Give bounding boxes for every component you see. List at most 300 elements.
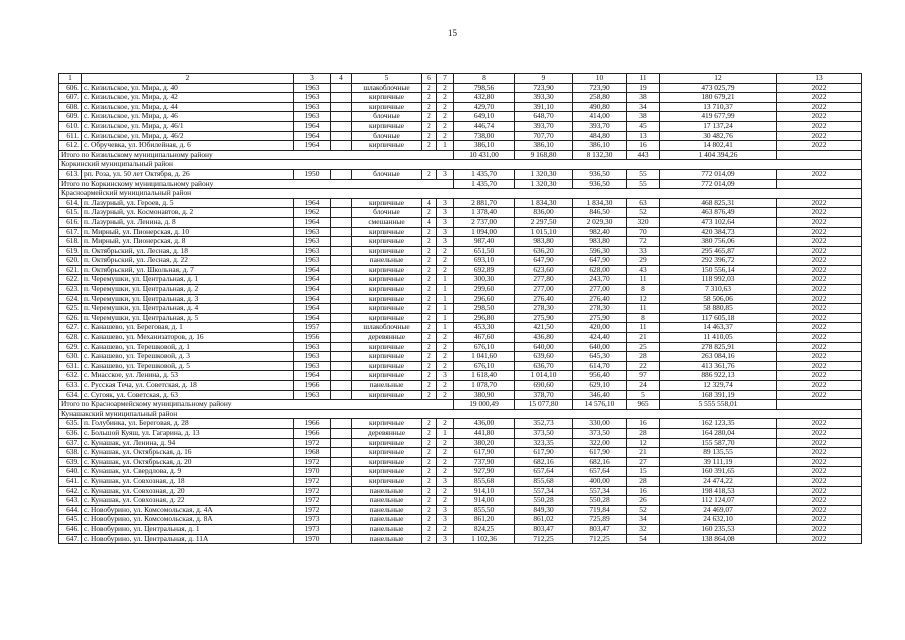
table-cell: 2	[437, 381, 454, 391]
table-cell: 296,60	[454, 294, 515, 304]
table-row	[59, 208, 862, 218]
housing-table	[58, 73, 862, 544]
table-cell: деревянные	[352, 333, 422, 343]
table-cell: 2022	[777, 505, 862, 515]
subtotal-cell: 10 431,00	[454, 150, 515, 160]
table-cell: панельные	[352, 515, 422, 525]
table-cell: 617.	[59, 227, 82, 237]
table-cell	[331, 381, 352, 391]
table-cell	[331, 246, 352, 256]
table-cell: 2022	[777, 141, 862, 151]
table-cell: 2	[422, 361, 437, 371]
table-cell: 322,00	[573, 438, 627, 448]
table-cell: 2	[437, 265, 454, 275]
column-number-cell: 10	[573, 74, 627, 84]
table-cell: 299,60	[454, 285, 515, 295]
table-cell: 855,68	[515, 476, 573, 486]
table-cell: 642.	[59, 486, 82, 496]
table-cell	[331, 131, 352, 141]
table-cell: 2	[422, 131, 437, 141]
table-cell: 1	[437, 323, 454, 333]
table-cell: 1 078,70	[454, 381, 515, 391]
table-cell: 2	[422, 448, 437, 458]
table-cell: 393,70	[573, 121, 627, 131]
table-cell: 2	[422, 476, 437, 486]
table-cell: кирпичные	[352, 371, 422, 381]
table-cell: 643.	[59, 496, 82, 506]
subtotal-cell	[777, 150, 862, 160]
table-row	[59, 304, 862, 314]
table-cell: 441,80	[454, 428, 515, 438]
table-cell: 2	[422, 141, 437, 151]
table-cell: 612.	[59, 141, 82, 151]
table-cell: 296,80	[454, 313, 515, 323]
table-cell: 2	[437, 524, 454, 534]
table-cell: 1972	[294, 457, 331, 467]
table-row	[59, 313, 862, 323]
table-cell: 1963	[294, 342, 331, 352]
table-cell: 2	[437, 457, 454, 467]
subtotal-cell: 15 077,80	[515, 400, 573, 410]
table-cell: 391,10	[515, 102, 573, 112]
table-cell: 1966	[294, 428, 331, 438]
table-cell: 63	[627, 198, 660, 208]
table-cell: 55	[627, 169, 660, 179]
subtotal-label: Итого по Кизильскому муниципальному району	[59, 150, 454, 160]
table-cell: с. Канашево, ул. Терешковой, д. 1	[82, 342, 294, 352]
table-cell: 2	[422, 467, 437, 477]
table-cell: 26	[627, 496, 660, 506]
table-cell: 28	[627, 352, 660, 362]
table-cell: 164 280,04	[660, 428, 777, 438]
table-cell: 2 029,30	[573, 217, 627, 227]
table-cell	[331, 476, 352, 486]
table-cell: 632.	[59, 371, 82, 381]
table-cell: 1968	[294, 448, 331, 458]
table-cell: 490,80	[573, 102, 627, 112]
table-cell: 2022	[777, 486, 862, 496]
table-cell: 30 482,76	[660, 131, 777, 141]
table-row	[59, 457, 862, 467]
table-cell: с. Кунашак, ул. Совхозная, д. 20	[82, 486, 294, 496]
table-cell: 719,84	[573, 505, 627, 515]
table-cell	[331, 419, 352, 429]
table-cell: 2022	[777, 361, 862, 371]
table-cell: 70	[627, 227, 660, 237]
table-cell: 630.	[59, 352, 82, 362]
table-cell	[331, 227, 352, 237]
table-cell: кирпичные	[352, 390, 422, 400]
column-number-cell: 6	[422, 74, 437, 84]
table-cell: 467,60	[454, 333, 515, 343]
table-row	[59, 246, 862, 256]
table-cell: 617,90	[454, 448, 515, 458]
table-cell: кирпичные	[352, 285, 422, 295]
table-cell: 607.	[59, 93, 82, 103]
table-cell	[331, 361, 352, 371]
table-cell: панельные	[352, 524, 422, 534]
table-cell: 2	[437, 448, 454, 458]
table-row	[59, 381, 862, 391]
table-cell: 34	[627, 102, 660, 112]
table-row	[59, 102, 862, 112]
table-cell: 300,30	[454, 275, 515, 285]
table-cell: 2	[422, 246, 437, 256]
table-row	[59, 419, 862, 429]
table-cell: 1964	[294, 217, 331, 227]
table-cell: 352,73	[515, 419, 573, 429]
table-cell: с. Новобурино, ул. Центральная, д. 1	[82, 524, 294, 534]
table-cell: 2	[422, 275, 437, 285]
table-row	[59, 486, 862, 496]
table-cell: 1963	[294, 83, 331, 93]
subtotal-row	[59, 179, 862, 189]
table-cell: 648,70	[515, 112, 573, 122]
table-cell: 1	[437, 285, 454, 295]
table-cell: кирпичные	[352, 467, 422, 477]
table-cell: 861,02	[515, 515, 573, 525]
table-cell: кирпичные	[352, 342, 422, 352]
table-cell: 1950	[294, 169, 331, 179]
table-cell: 72	[627, 237, 660, 247]
table-cell: 983,80	[515, 237, 573, 247]
table-cell: 639,60	[515, 352, 573, 362]
table-cell: кирпичные	[352, 476, 422, 486]
table-cell: 550,28	[515, 496, 573, 506]
table-cell: 1972	[294, 486, 331, 496]
table-cell: 982,40	[573, 227, 627, 237]
table-cell: 676,10	[454, 342, 515, 352]
table-cell: 2	[437, 419, 454, 429]
table-cell: 2	[422, 227, 437, 237]
table-cell: 12 329,74	[660, 381, 777, 391]
table-cell: 609.	[59, 112, 82, 122]
table-cell: 983,80	[573, 237, 627, 247]
table-cell	[331, 121, 352, 131]
table-cell: 1963	[294, 352, 331, 362]
subtotal-cell: 936,50	[573, 179, 627, 189]
table-cell: 34	[627, 515, 660, 525]
table-cell: 2022	[777, 294, 862, 304]
table-cell: 855,68	[454, 476, 515, 486]
table-cell: с. Кунашак, ул. Ленина, д. 94	[82, 438, 294, 448]
column-number-cell: 5	[352, 74, 422, 84]
table-cell: п. Мирный, ул. Пионерская, д. 8	[82, 237, 294, 247]
table-cell: 1964	[294, 265, 331, 275]
table-cell	[331, 93, 352, 103]
table-cell: 608.	[59, 102, 82, 112]
table-cell: 1957	[294, 323, 331, 333]
table-cell: 414,00	[573, 112, 627, 122]
table-cell: 617,90	[573, 448, 627, 458]
table-cell: кирпичные	[352, 275, 422, 285]
table-cell: 1970	[294, 534, 331, 544]
table-cell: 1 618,40	[454, 371, 515, 381]
table-cell: 613.	[59, 169, 82, 179]
table-cell: с. Новобурино, ул. Комсомольская, д. 8А	[82, 515, 294, 525]
table-cell: 2	[422, 515, 437, 525]
column-number-cell: 9	[515, 74, 573, 84]
table-cell: 436,00	[454, 419, 515, 429]
table-cell: 657,64	[515, 467, 573, 477]
table-cell: 2	[422, 83, 437, 93]
table-cell: 596,30	[573, 246, 627, 256]
table-cell: 2	[422, 352, 437, 362]
table-cell: 11	[627, 304, 660, 314]
table-cell: панельные	[352, 486, 422, 496]
table-cell: 2	[422, 342, 437, 352]
table-row	[59, 496, 862, 506]
table-cell: 1963	[294, 227, 331, 237]
table-cell: 468 825,31	[660, 198, 777, 208]
table-cell: 2022	[777, 265, 862, 275]
table-cell	[331, 524, 352, 534]
table-cell: 373,50	[573, 428, 627, 438]
table-cell: 8	[627, 313, 660, 323]
table-cell: 861,20	[454, 515, 515, 525]
table-cell: 13 710,37	[660, 102, 777, 112]
table-cell: 824,25	[454, 524, 515, 534]
table-cell: 27	[627, 457, 660, 467]
table-cell: 2022	[777, 112, 862, 122]
table-cell: 12	[627, 438, 660, 448]
table-cell: 150 556,14	[660, 265, 777, 275]
district-header-row	[59, 160, 862, 170]
table-cell: 11	[627, 323, 660, 333]
subtotal-cell: 1 320,30	[515, 179, 573, 189]
table-cell: 550,28	[573, 496, 627, 506]
table-cell	[331, 237, 352, 247]
table-cell: панельные	[352, 496, 422, 506]
table-cell: 278,30	[515, 304, 573, 314]
table-cell: 1970	[294, 467, 331, 477]
district-name: Коркинский муниципальный район	[59, 160, 862, 170]
table-cell: п. Черемушки, ул. Центральная, д. 1	[82, 275, 294, 285]
table-cell	[331, 265, 352, 275]
table-cell: 2	[422, 265, 437, 275]
table-cell: 378,70	[515, 390, 573, 400]
table-row	[59, 121, 862, 131]
table-cell: 17 137,24	[660, 121, 777, 131]
table-cell: 640,00	[573, 342, 627, 352]
table-cell: п. Черемушки, ул. Центральная, д. 2	[82, 285, 294, 295]
table-cell: с. Кизильское, ул. Мира, д. 46/1	[82, 121, 294, 131]
table-cell: 243,70	[573, 275, 627, 285]
table-cell: 2022	[777, 323, 862, 333]
table-cell: 11	[627, 275, 660, 285]
table-cell: 1972	[294, 476, 331, 486]
table-cell: 1964	[294, 131, 331, 141]
table-cell: 1963	[294, 237, 331, 247]
table-cell: 320	[627, 217, 660, 227]
table-cell: 635.	[59, 419, 82, 429]
column-number-cell: 7	[437, 74, 454, 84]
table-row	[59, 131, 862, 141]
table-cell: 2	[422, 428, 437, 438]
table-cell: кирпичные	[352, 246, 422, 256]
table-cell: 160 391,65	[660, 467, 777, 477]
table-cell: 2022	[777, 496, 862, 506]
table-cell: 198 418,53	[660, 486, 777, 496]
table-cell: 849,30	[515, 505, 573, 515]
table-cell: 2	[422, 169, 437, 179]
table-cell: 641.	[59, 476, 82, 486]
table-cell: 614.	[59, 198, 82, 208]
table-cell: 927,90	[454, 467, 515, 477]
table-cell: 707,70	[515, 131, 573, 141]
table-cell: 557,34	[573, 486, 627, 496]
table-cell: 24	[627, 381, 660, 391]
table-cell	[331, 294, 352, 304]
subtotal-cell: 55	[627, 179, 660, 189]
table-cell: 3	[437, 515, 454, 525]
table-cell: 1 834,30	[573, 198, 627, 208]
table-cell: 623.	[59, 285, 82, 295]
table-cell: панельные	[352, 256, 422, 266]
table-cell: 2	[422, 112, 437, 122]
table-cell: 12	[627, 294, 660, 304]
table-cell: кирпичные	[352, 121, 422, 131]
table-cell: 1972	[294, 496, 331, 506]
table-cell: с. Кунашак, ул. Совхозная, д. 22	[82, 496, 294, 506]
table-cell: 2	[437, 438, 454, 448]
table-cell: 29	[627, 256, 660, 266]
table-cell: 644.	[59, 505, 82, 515]
table-cell: кирпичные	[352, 102, 422, 112]
table-cell: 3	[437, 198, 454, 208]
table-cell: 623,60	[515, 265, 573, 275]
table-cell: 1	[437, 428, 454, 438]
table-cell: 420 384,73	[660, 227, 777, 237]
table-cell: кирпичные	[352, 227, 422, 237]
table-cell: 1964	[294, 121, 331, 131]
table-cell: п. Октябрьский, ул. Школьная, д. 7	[82, 265, 294, 275]
table-cell: с. Канашево, ул. Терешковой, д. 5	[82, 361, 294, 371]
table-row	[59, 227, 862, 237]
table-row	[59, 438, 862, 448]
table-cell: 2022	[777, 476, 862, 486]
table-cell: 3	[437, 237, 454, 247]
table-cell: п. Октябрьский, ул. Лесная, д. 18	[82, 246, 294, 256]
table-cell: 712,25	[573, 534, 627, 544]
table-row	[59, 112, 862, 122]
table-cell: 2	[422, 390, 437, 400]
table-cell: 2022	[777, 217, 862, 227]
table-cell: 11 410,05	[660, 333, 777, 343]
table-cell: п. Октябрьский, ул. Лесная, д. 22	[82, 256, 294, 266]
table-cell: с. Канашево, ул. Терешковой, д. 3	[82, 352, 294, 362]
table-cell: 21	[627, 448, 660, 458]
table-cell: 380 756,06	[660, 237, 777, 247]
table-cell: 278,30	[573, 304, 627, 314]
table-cell: 298,50	[454, 304, 515, 314]
table-cell: 2	[437, 496, 454, 506]
table-cell: 803,47	[515, 524, 573, 534]
subtotal-cell: 965	[627, 400, 660, 410]
table-cell: 45	[627, 121, 660, 131]
table-cell: 1963	[294, 361, 331, 371]
table-cell: с. Кунашак, ул. Совхозная, д. 18	[82, 476, 294, 486]
table-cell: 690,60	[515, 381, 573, 391]
table-cell: 647,90	[573, 256, 627, 266]
table-cell: 633.	[59, 381, 82, 391]
table-cell: 676,10	[454, 361, 515, 371]
table-cell: 4	[422, 217, 437, 227]
table-cell: 2	[422, 304, 437, 314]
column-number-cell: 2	[82, 74, 294, 84]
table-cell: 180 679,21	[660, 93, 777, 103]
table-cell: 956,40	[573, 371, 627, 381]
table-cell: 1 378,40	[454, 208, 515, 218]
table-cell: 58 880,85	[660, 304, 777, 314]
subtotal-cell: 19 000,49	[454, 400, 515, 410]
table-cell: блочные	[352, 208, 422, 218]
table-cell: п. Черемушки, ул. Центральная, д. 5	[82, 313, 294, 323]
table-cell: 19	[627, 83, 660, 93]
table-cell	[331, 304, 352, 314]
table-cell: 373,50	[515, 428, 573, 438]
table-cell: 295 465,87	[660, 246, 777, 256]
table-cell: 386,10	[573, 141, 627, 151]
page-number: 15	[448, 28, 457, 38]
table-cell: деревянные	[352, 428, 422, 438]
table-cell	[331, 323, 352, 333]
table-cell: 723,90	[515, 83, 573, 93]
table-cell: 2	[437, 112, 454, 122]
table-cell: кирпичные	[352, 457, 422, 467]
table-cell: 636.	[59, 428, 82, 438]
table-cell: 628.	[59, 333, 82, 343]
table-cell: 1966	[294, 419, 331, 429]
table-cell: с. Кизильское, ул. Мира, д. 46	[82, 112, 294, 122]
table-cell: 1956	[294, 333, 331, 343]
table-cell: 484,80	[573, 131, 627, 141]
table-cell: 54	[627, 534, 660, 544]
table-cell	[331, 169, 352, 179]
table-row	[59, 342, 862, 352]
table-cell: 2022	[777, 237, 862, 247]
table-cell: 2022	[777, 515, 862, 525]
table-cell	[331, 438, 352, 448]
table-cell: 640.	[59, 467, 82, 477]
table-cell: 4	[422, 198, 437, 208]
table-cell: 611.	[59, 131, 82, 141]
table-cell: 2	[437, 361, 454, 371]
table-cell: 2	[437, 102, 454, 112]
table-cell: 2	[422, 323, 437, 333]
table-cell: 649,10	[454, 112, 515, 122]
table-cell: п. Лазурный, ул. Героев, д. 5	[82, 198, 294, 208]
table-cell: с. Кизильское, ул. Мира, д. 46/2	[82, 131, 294, 141]
table-cell: 1972	[294, 505, 331, 515]
table-cell: 3	[437, 169, 454, 179]
subtotal-row	[59, 400, 862, 410]
table-cell: 1 102,36	[454, 534, 515, 544]
column-number-cell: 11	[627, 74, 660, 84]
table-cell: 1964	[294, 198, 331, 208]
column-number-cell: 13	[777, 74, 862, 84]
table-cell: блочные	[352, 131, 422, 141]
table-cell: 2022	[777, 304, 862, 314]
table-cell: панельные	[352, 505, 422, 515]
table-row	[59, 333, 862, 343]
table-cell: 2022	[777, 457, 862, 467]
table-row	[59, 256, 862, 266]
table-cell: 21	[627, 333, 660, 343]
table-cell: 2	[437, 131, 454, 141]
table-cell: 2	[422, 534, 437, 544]
table-cell: п. Лазурный, ул. Космонавтов, д. 2	[82, 208, 294, 218]
